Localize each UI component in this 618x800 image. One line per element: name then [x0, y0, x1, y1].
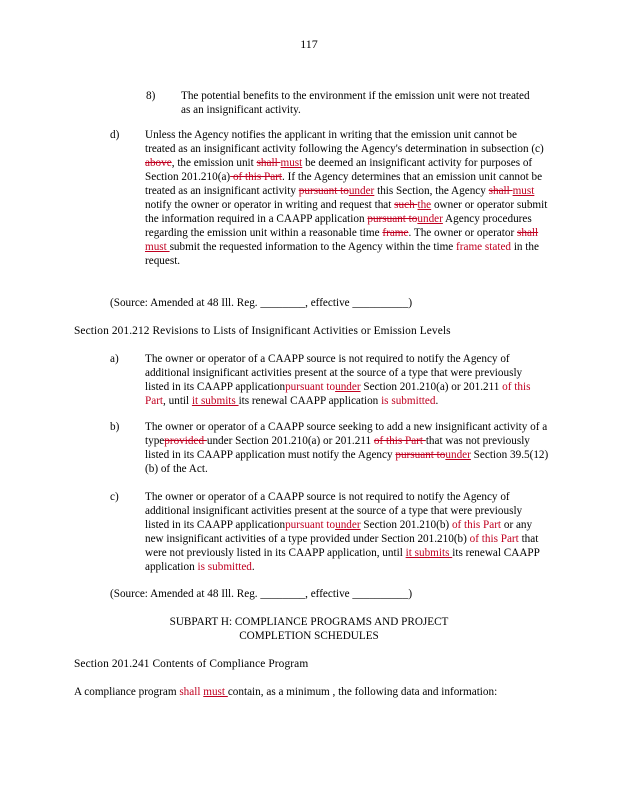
- item-label-b: b): [110, 421, 120, 433]
- item-text-c: [145, 490, 549, 574]
- deleted-text: provided: [164, 435, 207, 447]
- inserted-text: must: [280, 157, 303, 169]
- text-run: A compliance program: [74, 686, 180, 698]
- text-run: . The owner or operator: [408, 227, 517, 239]
- item-text-a: [145, 352, 549, 408]
- text-run: , until: [163, 395, 192, 407]
- text-run: in the request.: [145, 241, 539, 267]
- text-run: .: [435, 395, 439, 407]
- subpart-title-line-2: COMPLETION SCHEDULES: [239, 630, 379, 642]
- text-run: The owner or operator of a CAAPP source is not required to notify the Agency of additional insignificant activities present at the source of a type that were previously listed in its CAAPP application: [145, 353, 523, 393]
- section-heading-201-212: Section 201.212 Revisions to Lists of Insignificant Activities or Emission Levels: [74, 325, 451, 337]
- text-run: Section 201.210(a) or 201.211: [360, 381, 503, 393]
- text-run: notify the owner or operator in writing and request that: [145, 199, 395, 211]
- deleted-text: pursuant to: [395, 449, 446, 461]
- inserted-text: the: [417, 199, 432, 211]
- deleted-text: shall: [256, 157, 281, 169]
- added-text: of this Part: [145, 381, 531, 407]
- item-label-8: 8): [146, 90, 156, 102]
- deleted-text: pursuant to: [298, 185, 349, 197]
- inserted-text: under: [335, 519, 361, 531]
- added-text: is submitted: [194, 561, 252, 573]
- inserted-text: must: [512, 185, 535, 197]
- deleted-text: pursuant to: [367, 213, 418, 225]
- item-label-d: d): [110, 129, 120, 141]
- deleted-text: such: [394, 199, 418, 211]
- added-text: of this Part: [451, 519, 502, 531]
- inserted-text: it submits: [405, 547, 453, 559]
- source-note-1: (Source: Amended at 48 Ill. Reg. ________, effective __________): [110, 297, 413, 309]
- text-run: The owner or operator of a CAAPP source is not required to notify the Agency of additional insignificant activities present at the source of a type that were previously listed in its CAAPP application: [145, 491, 523, 531]
- text-run: that was not previously listed in its CAAPP application must notify the Agency: [145, 435, 530, 461]
- deleted-text: shall: [488, 185, 513, 197]
- text-run: The owner or operator of a CAAPP source seeking to add a new insignificant activity of a type: [145, 421, 548, 447]
- added-text: is submitted: [378, 395, 436, 407]
- inserted-text: under: [335, 381, 361, 393]
- deleted-text: of this Part: [230, 171, 283, 183]
- deleted-text: shall: [517, 227, 539, 239]
- inserted-text: under: [445, 449, 471, 461]
- text-run: .: [251, 561, 255, 573]
- item-text-b: [145, 420, 549, 476]
- text-run: Section 201.210(b): [360, 519, 452, 531]
- item-label-a: a): [110, 353, 119, 365]
- added-text: pursuant to: [285, 519, 336, 531]
- text-run: Section 39.5(12)(b) of the Act.: [145, 449, 549, 475]
- section-heading-201-241: Section 201.241 Contents of Compliance Program: [74, 658, 309, 670]
- inserted-text: it submits: [191, 395, 239, 407]
- text-run: under Section 201.210(a) or 201.211: [206, 435, 374, 447]
- text-run: or any new insignificant activities of a type provided under Section 201.210(b): [145, 519, 533, 545]
- added-text: frame stated: [456, 241, 512, 253]
- text-run: contain, as a minimum , the following data and information:: [227, 686, 498, 698]
- added-text: pursuant to: [285, 381, 336, 393]
- deleted-text: frame: [382, 227, 409, 239]
- text-run: submit the requested information to the Agency within the time: [169, 241, 457, 253]
- subpart-title-line-1: SUBPART H: COMPLIANCE PROGRAMS AND PROJECT: [169, 616, 449, 628]
- inserted-text: must: [203, 686, 228, 698]
- item-text-8: The potential benefits to the environment if the emission unit were not treated as an insignificant activity.: [181, 90, 530, 116]
- text-run: , the emission unit: [171, 157, 257, 169]
- inserted-text: must: [145, 241, 170, 253]
- item-text-d: [145, 128, 549, 268]
- text-run: that were not previously listed in its CAAPP application, until: [145, 533, 539, 559]
- text-run: its renewal CAAPP application: [145, 547, 540, 573]
- deleted-text: of this Part: [373, 435, 426, 447]
- source-note-2: (Source: Amended at 48 Ill. Reg. ________, effective __________): [110, 588, 413, 600]
- inserted-text: under: [417, 213, 443, 225]
- text-run: its renewal CAAPP application: [238, 395, 379, 407]
- inserted-text: under: [348, 185, 375, 197]
- compliance-program-text: [74, 685, 554, 699]
- item-label-c: c): [110, 491, 119, 503]
- added-text: of this Part: [469, 533, 519, 545]
- text-run: Agency procedures regarding the emission unit within a reasonable time: [145, 213, 532, 239]
- page-number: 117: [300, 37, 318, 51]
- text-run: . If the Agency determines that an emission unit cannot be treated as an insignificant activity: [145, 171, 543, 197]
- added-text: shall: [179, 686, 204, 698]
- text-run: this Section, the Agency: [374, 185, 489, 197]
- text-run: owner or operator submit the information required in a CAAPP application: [145, 199, 548, 225]
- text-run: be deemed an insignificant activity for purposes of Section 201.210(a): [145, 157, 533, 183]
- deleted-text: above: [145, 157, 172, 169]
- text-run: Unless the Agency notifies the applicant in writing that the emission unit cannot be treated as an insignificant activity following the Agency's determination in subsection (c): [145, 129, 544, 155]
